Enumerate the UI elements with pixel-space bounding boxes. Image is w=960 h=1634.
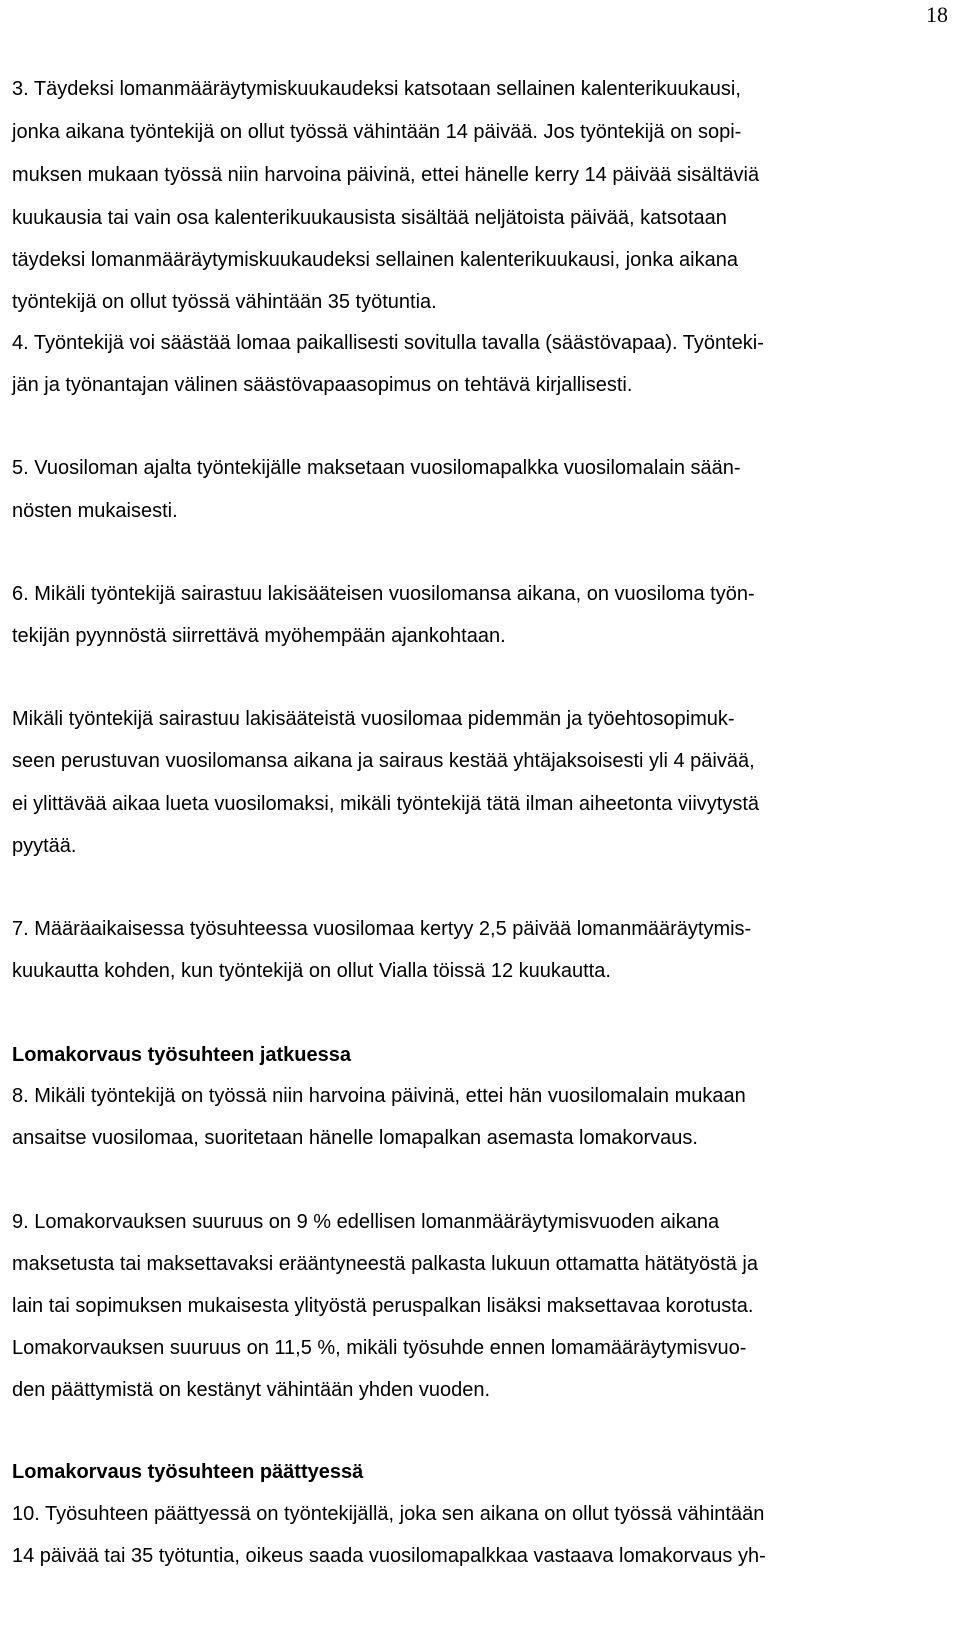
text-line: jonka aikana työntekijä on ollut työssä vähintään 14 päivää. Jos työntekijä on sopi- bbox=[12, 121, 742, 143]
text-line: työntekijä on ollut työssä vähintään 35 työtuntia. bbox=[12, 291, 437, 313]
section-heading: Lomakorvaus työsuhteen jatkuessa bbox=[12, 1044, 352, 1066]
text-line: nösten mukaisesti. bbox=[12, 500, 178, 522]
text-line: den päättymistä on kestänyt vähintään yhden vuoden. bbox=[12, 1379, 491, 1401]
text-line: seen perustuvan vuosilomansa aikana ja sairaus kestää yhtäjaksoisesti yli 4 päivää, bbox=[12, 750, 755, 772]
text-line: ei ylittävää aikaa lueta vuosilomaksi, mikäli työntekijä tätä ilman aiheetonta viivytystä bbox=[12, 793, 760, 815]
text-line: Mikäli työntekijä sairastuu lakisääteistä vuosilomaa pidemmän ja työehtosopimuk- bbox=[12, 708, 735, 730]
text-line: 8. Mikäli työntekijä on työssä niin harvoina päivinä, ettei hän vuosilomalain mukaan bbox=[12, 1085, 746, 1107]
text-line: 5. Vuosiloman ajalta työntekijälle maksetaan vuosilomapalkka vuosilomalain sään- bbox=[12, 457, 741, 479]
text-line: 10. Työsuhteen päättyessä on työntekijällä, joka sen aikana on ollut työssä vähintään bbox=[12, 1503, 765, 1525]
text-line: 9. Lomakorvauksen suuruus on 9 % edellisen lomanmääräytymisvuoden aikana bbox=[12, 1211, 720, 1233]
text-line: kuukautta kohden, kun työntekijä on ollut Vialla töissä 12 kuukautta. bbox=[12, 960, 611, 982]
text-line: ansaitse vuosilomaa, suoritetaan hänelle lomapalkan asemasta lomakorvaus. bbox=[12, 1127, 698, 1149]
text-line: kuukausia tai vain osa kalenterikuukausista sisältää neljätoista päivää, katsotaan bbox=[12, 207, 727, 229]
text-line: muksen mukaan työssä niin harvoina päivinä, ettei hänelle kerry 14 päivää sisältäviä bbox=[12, 164, 760, 186]
text-line: pyytää. bbox=[12, 835, 77, 857]
text-line: 3. Täydeksi lomanmääräytymiskuukaudeksi katsotaan sellainen kalenterikuukausi, bbox=[12, 78, 741, 100]
text-line: Lomakorvauksen suuruus on 11,5 %, mikäli työsuhde ennen lomamääräytymisvuo- bbox=[12, 1337, 747, 1359]
text-line: 14 päivää tai 35 työtuntia, oikeus saada vuosilomapalkkaa vastaava lomakorvaus yh- bbox=[12, 1545, 766, 1567]
page-number: 18 bbox=[926, 2, 948, 27]
text-line: 6. Mikäli työntekijä sairastuu lakisääteisen vuosilomansa aikana, on vuosiloma työn- bbox=[12, 583, 755, 605]
text-line: maksetusta tai maksettavaksi erääntyneestä palkasta lukuun ottamatta hätätyöstä ja bbox=[12, 1253, 758, 1275]
text-line: 7. Määräaikaisessa työsuhteessa vuosilomaa kertyy 2,5 päivää lomanmääräytymis- bbox=[12, 918, 752, 940]
text-line: tekijän pyynnöstä siirrettävä myöhempään ajankohtaan. bbox=[12, 625, 506, 647]
text-line: jän ja työnantajan välinen säästövapaasopimus on tehtävä kirjallisesti. bbox=[12, 374, 633, 396]
text-line: täydeksi lomanmääräytymiskuukaudeksi sellainen kalenterikuukausi, jonka aikana bbox=[12, 249, 738, 271]
text-line: 4. Työntekijä voi säästää lomaa paikallisesti sovitulla tavalla (säästövapaa). Työnteki- bbox=[12, 332, 764, 354]
text-line: lain tai sopimuksen mukaisesta ylityöstä peruspalkan lisäksi maksettavaa korotusta. bbox=[12, 1295, 754, 1317]
section-heading: Lomakorvaus työsuhteen päättyessä bbox=[12, 1461, 364, 1483]
